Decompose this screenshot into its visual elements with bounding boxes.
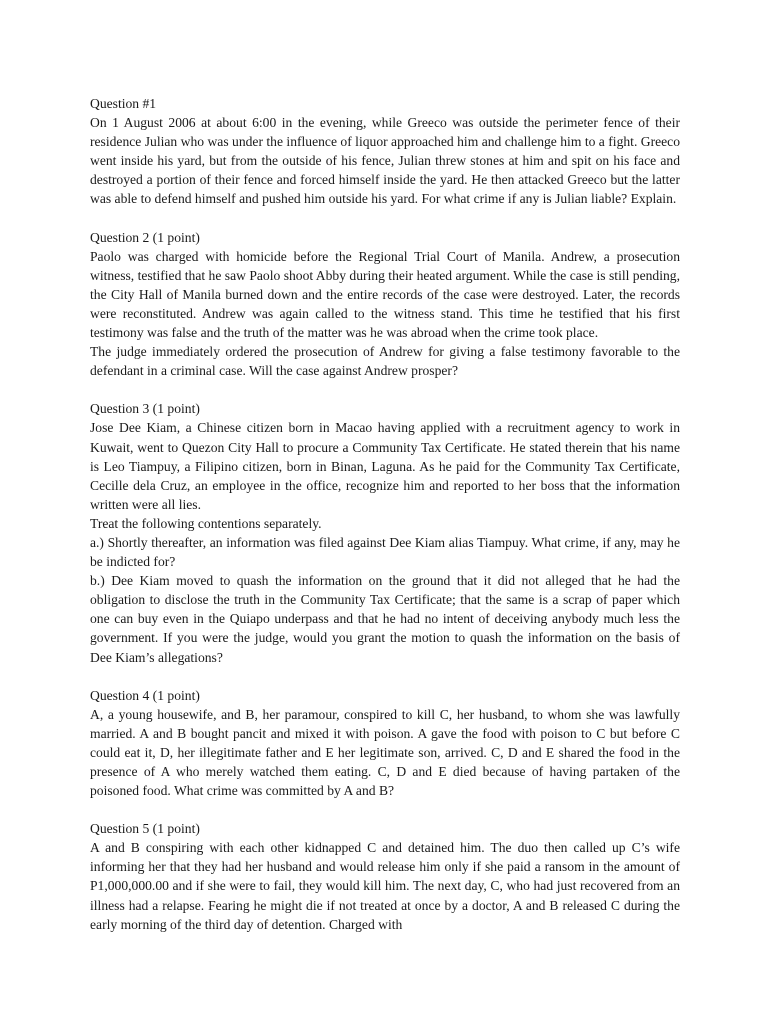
question-option-a: a.) Shortly thereafter, an information was filed against Dee Kiam alias Tiampuy. What crime, if any, may he be indicted for?	[90, 534, 680, 570]
question-paragraph: The judge immediately ordered the prosecution of Andrew for giving a false testimony favorable to the defendant in a criminal case. Will the case against Andrew prosper?	[90, 344, 680, 379]
question-title: Question 4 (1 point)	[90, 687, 200, 703]
question-title: Question 2 (1 point)	[90, 229, 200, 245]
question-4	[90, 686, 680, 801]
question-paragraph: Jose Dee Kiam, a Chinese citizen born in Macao having applied with a recruitment agency to work in Kuwait, went to Quezon City Hall to procure a Community Tax Certificate. He stated therein that his name is Leo Tiampuy, a Filipino citizen, born in Binan, Laguna. As he paid for the Community Tax Certificate, Cecille dela Cruz, an employee in the office, recognize him and reported to her boss that the information written were all lies.	[90, 420, 680, 512]
question-option-b: b.) Dee Kiam moved to quash the information on the ground that it did not alleged that he had the obligation to disclose the truth in the Community Tax Certificate; that the same is a scrap of paper which one can buy even in the Quiapo underpass and that he had no intent of deceiving anybody much less the government. If you were the judge, would you grant the motion to quash the information on the basis of Dee Kiam’s allegations?	[90, 573, 680, 665]
document-page	[90, 94, 680, 934]
question-title: Question #1	[90, 96, 157, 111]
question-1	[90, 94, 680, 209]
question-title: Question 3 (1 point)	[90, 401, 200, 417]
question-paragraph: Treat the following contentions separately.	[90, 515, 322, 531]
question-5	[90, 819, 680, 934]
question-paragraph: A, a young housewife, and B, her paramour, conspired to kill C, her husband, to whom she was lawfully married. A and B bought pancit and mixed it with poison. A gave the food with poison to C but before C could eat it, D, her illegitimate father and E her legitimate son, arrived. C, D and E shared the food in the presence of A who merely watched them eating. C, D and E died because of having partaken of the poisoned food. What crime was committed by A and B?	[90, 706, 680, 799]
question-2	[90, 228, 680, 381]
question-paragraph: A and B conspiring with each other kidnapped C and detained him. The duo then called up C’s wife informing her that they had her husband and would release him only if she paid a ransom in the amount of P1,000,000.00 and if she were to fail, they would kill him. The next day, C, who had just recovered from an illness had a relapse. Fearing he might die if not treated at once by a doctor, A and B released C during the early morning of the third day of detention. Charged with	[90, 840, 680, 932]
question-paragraph: Paolo was charged with homicide before the Regional Trial Court of Manila. Andrew, a prosecution witness, testified that he saw Paolo shoot Abby during their heated argument. While the case is still pending, the City Hall of Manila burned down and the entire records of the case were destroyed. Later, the records were reconstituted. Andrew was again called to the witness stand. This time he testified that his first testimony was false and the truth of the matter was he was abroad when the crime took place.	[90, 248, 680, 341]
question-title: Question 5 (1 point)	[90, 821, 200, 837]
question-paragraph: On 1 August 2006 at about 6:00 in the evening, while Greeco was outside the perimeter fence of their residence Julian who was under the influence of liquor approached him and challenge him to a fight. Greeco went inside his yard, but from the outside of his fence, Julian threw stones at him and spit on his face and destroyed a portion of their fence and forced himself inside the yard. He then attacked Greeco but the latter was able to defend himself and pushed him outside his yard. For what crime if any is Julian liable? Explain.	[90, 115, 680, 207]
question-3	[90, 399, 680, 666]
